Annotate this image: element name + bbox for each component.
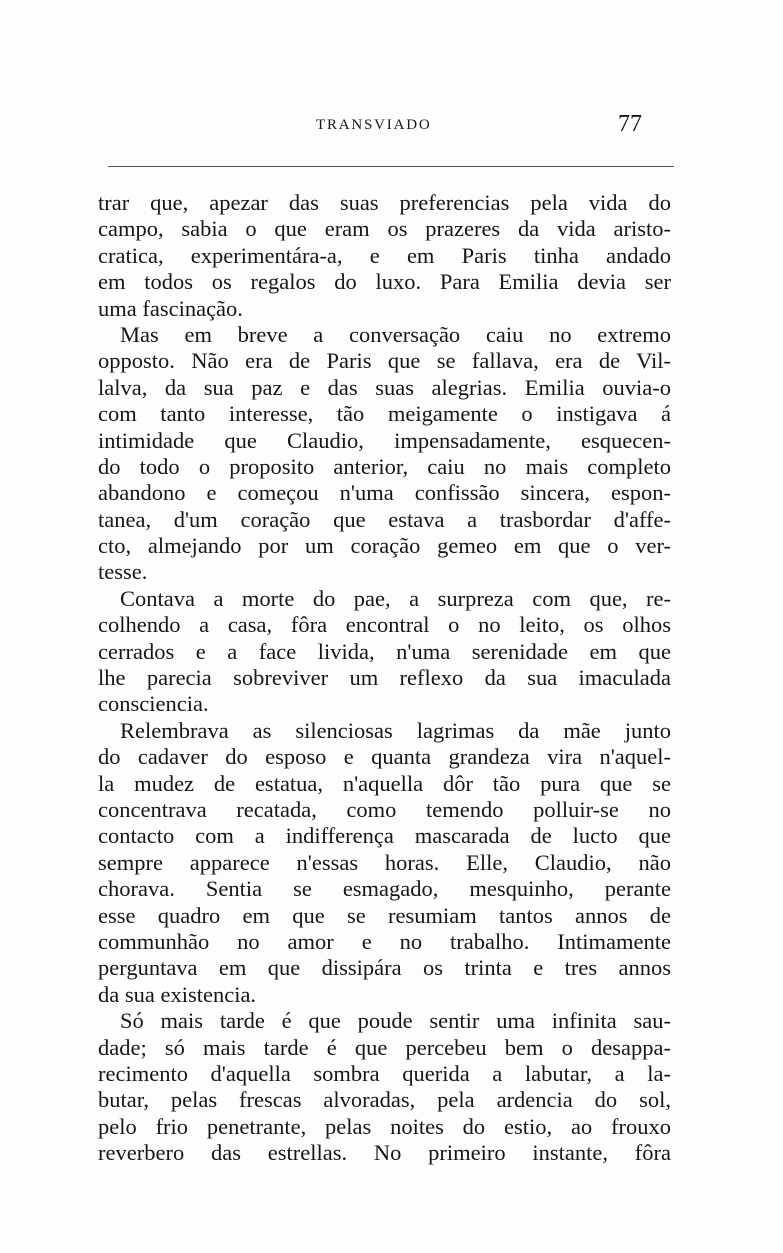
paragraph-start-line: Só mais tarde é que poude sentir uma infinita sau- xyxy=(120,1008,671,1034)
text-line: colhendo a casa, fôra encontral o no leito, os olhos xyxy=(98,612,671,638)
running-head-title: TRANSVIADO xyxy=(316,117,432,133)
body-text xyxy=(98,190,671,1166)
paragraph-end-line: uma fascinação. xyxy=(98,295,243,321)
text-line: la mudez de estatua, n'aquella dôr tão pura que se xyxy=(98,770,671,796)
header-rule xyxy=(108,166,674,167)
paragraph-start-line: Mas em breve a conversação caiu no extremo xyxy=(120,321,671,347)
text-line: tanea, d'um coração que estava a trasbordar d'affe- xyxy=(98,506,671,532)
text-line: cratica, experimentára-a, e em Paris tinha andado xyxy=(98,242,671,268)
text-line: opposto. Não era de Paris que se fallava, era de Vil- xyxy=(98,348,671,374)
page-number: 77 xyxy=(618,111,642,137)
text-line: esse quadro em que se resumiam tantos annos de xyxy=(98,902,671,928)
text-line: cerrados e a face livida, n'uma serenidade em que xyxy=(98,638,671,664)
text-line: pelo frio penetrante, pelas noites do estio, ao frouxo xyxy=(98,1113,671,1139)
text-line: trar que, apezar das suas preferencias pela vida do xyxy=(98,190,671,215)
text-line: lhe parecia sobreviver um reflexo da sua imaculada xyxy=(98,665,671,691)
paragraph-end-line: da sua existencia. xyxy=(98,981,257,1007)
paragraph-start-line: Relembrava as silenciosas lagrimas da mãe junto xyxy=(120,717,671,743)
text-line: cto, almejando por um coração gemeo em que o ver- xyxy=(98,533,671,559)
text-line: com tanto interesse, tão meigamente o instigava á xyxy=(98,401,671,427)
text-line: abandono e começou n'uma confissão sincera, espon- xyxy=(98,480,671,506)
text-line: campo, sabia o que eram os prazeres da vida aristo- xyxy=(98,216,671,242)
text-line: chorava. Sentia se esmagado, mesquinho, perante xyxy=(98,876,671,902)
text-line: recimento d'aquella sombra querida a labutar, a la- xyxy=(98,1060,671,1086)
text-line: do cadaver do esposo e quanta grandeza vira n'aquel- xyxy=(98,744,671,770)
text-line: intimidade que Claudio, impensadamente, esquecen- xyxy=(98,427,671,453)
text-line: lalva, da sua paz e das suas alegrias. Emilia ouvia-o xyxy=(98,374,671,400)
text-line: butar, pelas frescas alvoradas, pela ardencia do sol, xyxy=(98,1087,671,1113)
paragraph-end-line: tesse. xyxy=(98,559,148,585)
text-line: sempre apparece n'essas horas. Elle, Claudio, não xyxy=(98,849,671,875)
text-line: reverbero das estrellas. No primeiro instante, fôra xyxy=(98,1140,671,1166)
text-line: do todo o proposito anterior, caiu no mais completo xyxy=(98,453,671,479)
text-line: contacto com a indifferença mascarada de lucto que xyxy=(98,823,671,849)
text-line: perguntava em que dissipára os trinta e tres annos xyxy=(98,955,671,981)
text-line: concentrava recatada, como temendo polluir-se no xyxy=(98,796,671,822)
text-line: dade; só mais tarde é que percebeu bem o desappa- xyxy=(98,1034,671,1060)
paragraph-start-line: Contava a morte do pae, a surpreza com que, re- xyxy=(120,585,671,611)
running-head xyxy=(100,113,675,143)
paragraph-end-line: consciencia. xyxy=(98,691,209,717)
text-line: communhão no amor e no trabalho. Intimamente xyxy=(98,928,671,954)
text-line: em todos os regalos do luxo. Para Emilia devia ser xyxy=(98,269,671,295)
